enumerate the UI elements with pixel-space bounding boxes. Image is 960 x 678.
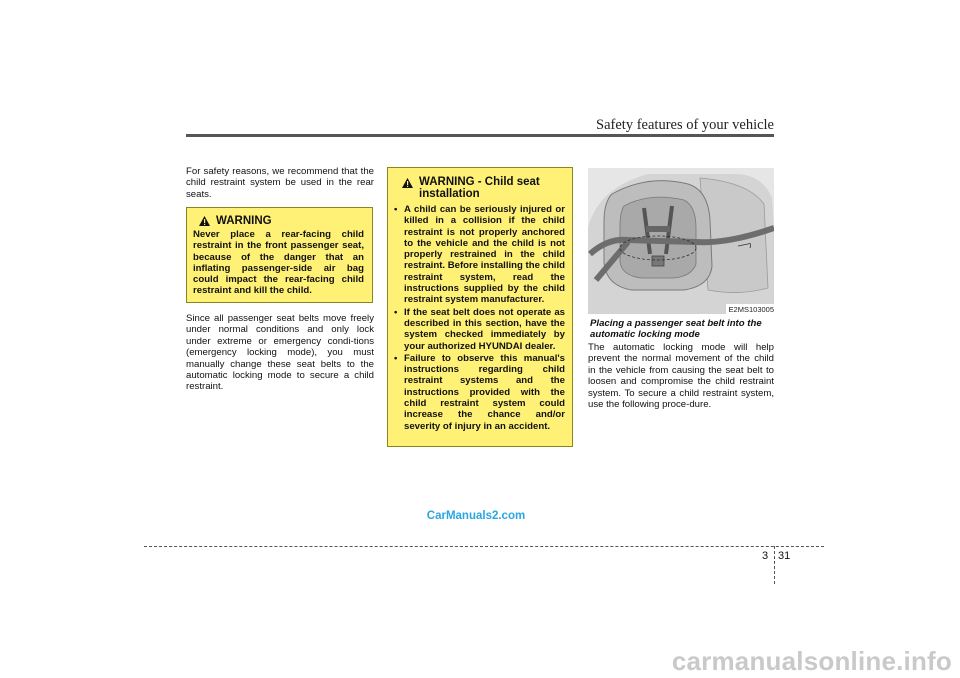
warning-bullet: • If the seat belt does not operate as described in this section, have the system checked immediately by your authorized HYUNDAI dealer. [394, 307, 565, 352]
warning-title: WARNING [216, 215, 272, 227]
warning-text: Never place a rear-facing child restraint in the front passenger seat, because of the danger that an inflating passenger-side air bag could impact the rear-facing child restraint and kill the child. [193, 229, 364, 297]
warning-bullet-list [394, 204, 565, 432]
header-rule [186, 134, 774, 137]
warning-box-child-seat [387, 167, 573, 447]
warning-bullet: • Failure to observe this manual's instructions regarding child restraint systems and the instructions provided with the child restraint system could increase the chance and/or severity of injury in an accident. [394, 353, 565, 432]
child-seat-illustration [588, 168, 774, 314]
warning-title: WARNING - Child seat installation [419, 176, 540, 200]
section-number: 3 [762, 550, 769, 562]
section-title: Safety features of your vehicle [596, 117, 774, 133]
figure-code: E2MS103005 [726, 304, 774, 314]
seat-drawing [588, 168, 774, 314]
footer-divider [774, 546, 775, 584]
warning-box-front-seat [186, 207, 373, 303]
figure-caption: Placing a passenger seat belt into the automatic locking mode [590, 318, 762, 340]
warning-bullet: • A child can be seriously injured or killed in a collision if the child restraint is not properly anchored to the vehicle and the child is not properly restrained in the child restraint. Before installing the child restraint system, read the instructions supplied by the child restraint system manufacturer. [394, 204, 565, 306]
intro-text: For safety reasons, we recommend that the child restraint system be used in the rear seats. [186, 166, 374, 200]
watermark-top-link[interactable]: CarManuals2.com [426, 510, 526, 522]
body-paragraph-automatic-locking: The automatic locking mode will help prevent the normal movement of the child in the vehicle from causing the seat belt to loosen and compromise the child restraint system. To secure a child restraint system, use the following proce-dure. [588, 342, 774, 411]
watermark-bottom: carmanualsonline.info [671, 646, 952, 676]
warning-triangle-icon [402, 178, 413, 188]
warning-triangle-icon [199, 216, 210, 226]
warning-header [199, 215, 364, 227]
page-number: 31 [778, 550, 791, 562]
footer-rule [144, 546, 824, 547]
body-paragraph-locking: Since all passenger seat belts move freely under normal conditions and only lock under extreme or emergency condi-tions (emergency locking mode), you must manually change these seat belts to the automatic locking mode to secure a child restraint. [186, 313, 374, 393]
warning-header [402, 176, 565, 200]
